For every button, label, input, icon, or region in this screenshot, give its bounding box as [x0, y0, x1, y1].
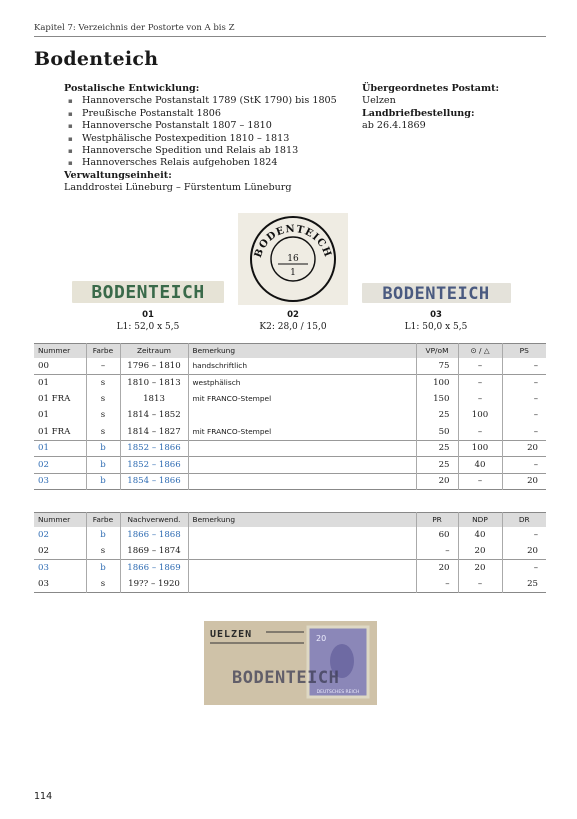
- cell: s: [86, 424, 120, 441]
- stamp-02-label: [233, 309, 353, 333]
- cell: s: [86, 407, 120, 424]
- col-header: Farbe: [86, 344, 120, 358]
- cell: 02: [38, 546, 49, 556]
- postal-development-section: [64, 83, 354, 195]
- col-header: Nummer: [34, 344, 86, 358]
- cell: 1814 – 1852: [120, 407, 188, 424]
- stamp-01-desc: L1: 52,0 x 5,5: [116, 322, 180, 332]
- stamp-03-number: 03: [430, 310, 442, 320]
- stamp-02-text: BODENTEICH: [252, 223, 334, 260]
- cell: 40: [458, 457, 502, 474]
- table-row: [34, 576, 546, 593]
- table-header-row: [34, 513, 546, 527]
- col-header: NDP: [458, 513, 502, 527]
- parent-office-heading: Übergeordnetes Postamt:: [362, 83, 500, 94]
- cover-stamp-value: 20: [316, 634, 327, 643]
- col-header: Nummer: [34, 513, 86, 527]
- cell: [188, 440, 416, 457]
- postal-development-heading: Postalische Entwicklung:: [64, 83, 200, 94]
- cell: –: [502, 424, 546, 441]
- cell: [188, 457, 416, 474]
- cell: 00: [38, 360, 49, 371]
- table-row: [34, 527, 546, 544]
- cell: 20: [458, 543, 502, 560]
- cell: 20: [502, 543, 546, 560]
- cell: handschriftlich: [188, 358, 416, 375]
- cell: b: [86, 527, 120, 544]
- table-row: [34, 424, 546, 441]
- cell: 03: [34, 560, 86, 577]
- cell: 20: [458, 560, 502, 577]
- cell: westphälisch: [188, 374, 416, 391]
- stamp-01-label: [88, 309, 208, 333]
- stamp-01-image: [72, 281, 224, 303]
- stamp-01-number: 01: [142, 310, 154, 320]
- cell: –: [458, 391, 502, 408]
- cover-image: [204, 621, 377, 705]
- cell: [188, 576, 416, 593]
- col-header: Farbe: [86, 513, 120, 527]
- table-row: [34, 358, 546, 375]
- cell: 75: [416, 358, 458, 375]
- cell: [188, 407, 416, 424]
- list-item: ▪ Hannoversche Spedition und Relais ab 1813: [64, 145, 354, 157]
- cell: 150: [416, 391, 458, 408]
- table-row: [34, 473, 546, 490]
- cell: 1810 – 1813: [120, 374, 188, 391]
- admin-unit-value: Landdrostei Lüneburg – Fürstentum Lüneburg: [64, 182, 292, 194]
- col-header: VP/oM: [416, 344, 458, 358]
- cell: 50: [416, 424, 458, 441]
- cell: [188, 473, 416, 490]
- cell: –: [86, 358, 120, 375]
- col-header: PR: [416, 513, 458, 527]
- cell: –: [458, 374, 502, 391]
- cell: –: [458, 424, 502, 441]
- cell: –: [502, 560, 546, 577]
- cell: 01 FRA: [38, 426, 71, 437]
- chapter-header: Kapitel 7: Verzeichnis der Postorte von A bis Z: [34, 23, 546, 37]
- cell: 100: [458, 407, 502, 424]
- table-row: [34, 560, 546, 577]
- cover-cancel: BODENTEICH: [232, 668, 340, 688]
- cell: 25: [416, 407, 458, 424]
- cell: 60: [416, 527, 458, 544]
- cell: 02: [38, 529, 49, 540]
- cell: 100: [458, 440, 502, 457]
- cell: 01: [34, 374, 86, 391]
- cell: s: [86, 576, 120, 593]
- admin-unit-heading: Verwaltungseinheit:: [64, 169, 172, 181]
- table-row: [34, 457, 546, 474]
- cell: –: [458, 358, 502, 375]
- cell: 1866 – 1869: [120, 560, 188, 577]
- cell: 1869 – 1874: [120, 543, 188, 560]
- cell: 1813: [120, 391, 188, 408]
- cover-stamp-text: DEUTSCHES REICH: [316, 690, 360, 695]
- col-header: ⊙ / △: [458, 344, 502, 358]
- cell: –: [458, 576, 502, 593]
- cell: 02: [34, 457, 86, 474]
- cell: –: [502, 391, 546, 408]
- list-item: ▪ Westphälische Postexpedition 1810 – 1813: [64, 133, 354, 145]
- later-usage-table: [34, 512, 546, 593]
- rural-delivery-value: ab 26.4.1869: [362, 120, 426, 132]
- col-header: Nachverwend.: [120, 513, 188, 527]
- table-row: [34, 440, 546, 457]
- cell: 1796 – 1810: [120, 358, 188, 375]
- cell: 03: [38, 579, 49, 589]
- cover-sender: UELZEN: [210, 629, 253, 640]
- cell: 1814 – 1827: [120, 424, 188, 441]
- page-number: 114: [34, 791, 53, 802]
- cell: [188, 527, 416, 544]
- col-header: Bemerkung: [188, 344, 416, 358]
- stamp-03-image: [362, 283, 511, 303]
- col-header: PS: [502, 344, 546, 358]
- cell: 01 FRA: [38, 393, 71, 404]
- cell: 20: [416, 473, 458, 490]
- list-item: ▪ Hannoversche Postanstalt 1789 (StK 1790) bis 1805: [64, 95, 354, 107]
- table-row: [34, 407, 546, 424]
- cell: –: [502, 527, 546, 544]
- table-header-row: [34, 344, 546, 358]
- col-header: Bemerkung: [188, 513, 416, 527]
- cell: 20: [502, 440, 546, 457]
- cell: 1852 – 1866: [120, 440, 188, 457]
- cell: 25: [416, 440, 458, 457]
- stamp-03-text: BODENTEICH: [382, 284, 490, 303]
- cell: 25: [416, 457, 458, 474]
- stamp-02-day: 16: [287, 254, 299, 264]
- col-header: Zeitraum: [120, 344, 188, 358]
- cell: 1852 – 1866: [120, 457, 188, 474]
- stamp-02-number: 02: [287, 310, 299, 320]
- col-header: DR: [502, 513, 546, 527]
- cell: mit FRANCO-Stempel: [188, 391, 416, 408]
- table-row: [34, 391, 546, 408]
- cell: b: [86, 440, 120, 457]
- cell: [188, 543, 416, 560]
- stamp-02-desc: K2: 28,0 / 15,0: [259, 322, 327, 332]
- cell: [188, 560, 416, 577]
- page-title: Bodenteich: [34, 48, 159, 70]
- list-item: ▪ Preußische Postanstalt 1806: [64, 108, 354, 120]
- cell: s: [86, 391, 120, 408]
- cell: –: [502, 457, 546, 474]
- table-row: [34, 543, 546, 560]
- cell: s: [86, 374, 120, 391]
- cell: –: [416, 543, 458, 560]
- cell: 100: [416, 374, 458, 391]
- cell: b: [86, 473, 120, 490]
- cell: 40: [458, 527, 502, 544]
- cell: –: [502, 407, 546, 424]
- cell: –: [502, 374, 546, 391]
- cell: 25: [502, 576, 546, 593]
- rural-delivery-heading: Landbriefbestellung:: [362, 107, 475, 119]
- cell: 01: [34, 440, 86, 457]
- stamp-03-desc: L1: 50,0 x 5,5: [404, 322, 468, 332]
- cell: mit FRANCO-Stempel: [188, 424, 416, 441]
- cell: –: [502, 358, 546, 375]
- usage-table: [34, 343, 546, 490]
- cell: –: [416, 576, 458, 593]
- cell: 1854 – 1866: [120, 473, 188, 490]
- stamp-02-image: [238, 213, 348, 305]
- cell: 03: [34, 473, 86, 490]
- cell: 01: [38, 410, 49, 421]
- cell: b: [86, 560, 120, 577]
- parent-office-value: Uelzen: [362, 95, 396, 107]
- stamp-03-label: [376, 309, 496, 333]
- cell: b: [86, 457, 120, 474]
- cell: 20: [502, 473, 546, 490]
- stamp-02-month: 1: [290, 268, 296, 278]
- cell: s: [86, 543, 120, 560]
- cell: –: [458, 473, 502, 490]
- cell: 1866 – 1868: [120, 527, 188, 544]
- cell: 19?? – 1920: [120, 576, 188, 593]
- list-item: ▪ Hannoversche Postanstalt 1807 – 1810: [64, 120, 354, 132]
- office-section: [362, 83, 552, 133]
- list-item: ▪ Hannoversches Relais aufgehoben 1824: [64, 157, 354, 169]
- cell: 20: [416, 560, 458, 577]
- table-row: [34, 374, 546, 391]
- stamp-01-text: BODENTEICH: [91, 282, 205, 303]
